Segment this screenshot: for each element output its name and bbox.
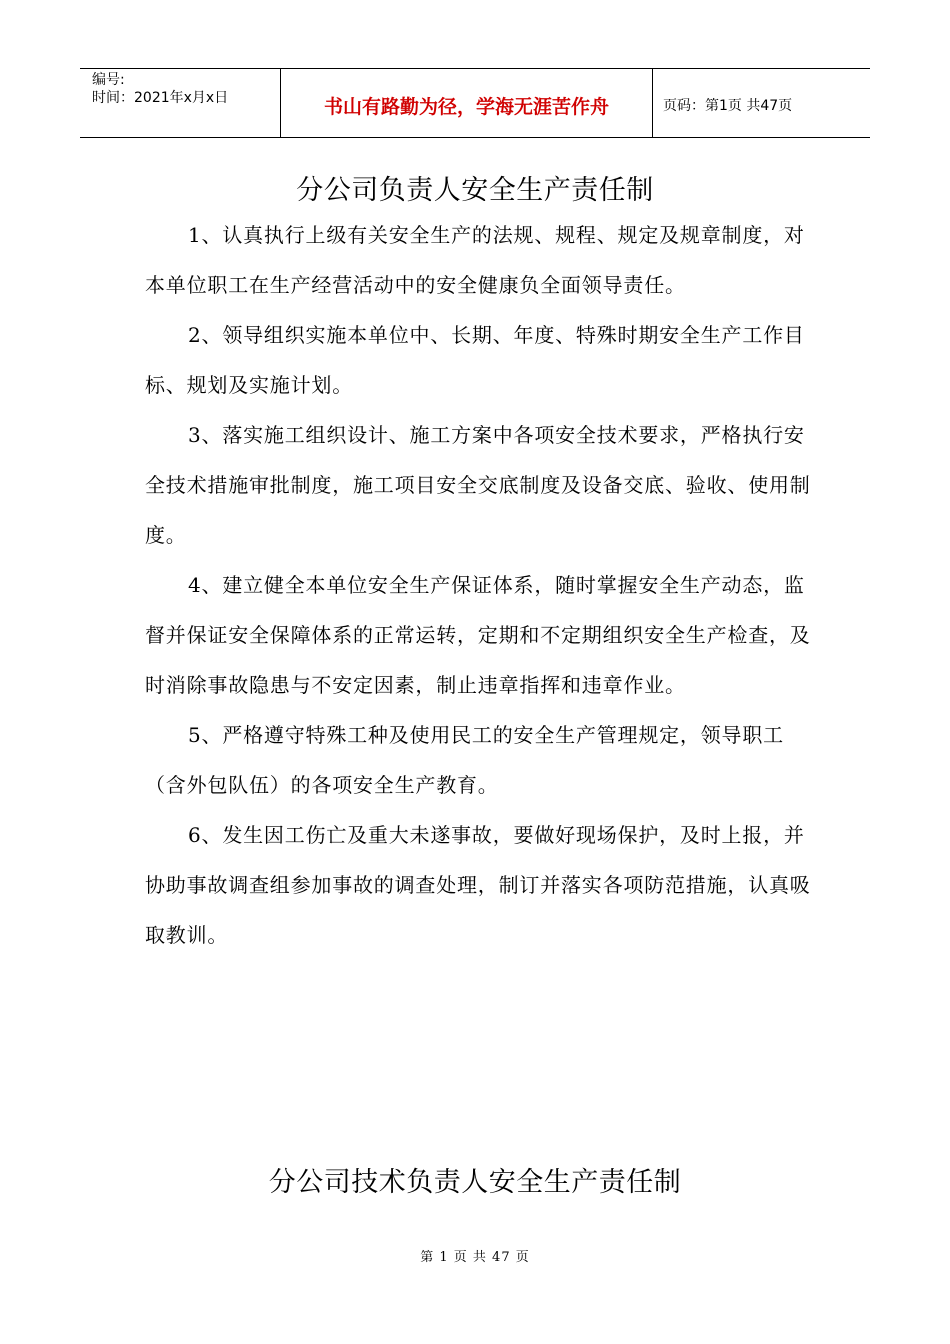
- page-footer: 第 1 页 共 47 页: [420, 1250, 530, 1265]
- paragraph-3: 3、落实施工组织设计、施工方案中各项安全技术要求，严格执行安全技术措施审批制度，施工项目安全交底制度及设备交底、验收、使用制度。: [145, 423, 811, 547]
- page-header: [80, 68, 870, 138]
- header-page-info: 页码：第1页 共47页: [663, 98, 793, 114]
- document-number-label: 编号:: [92, 72, 125, 88]
- paragraph-4: 4、建立健全本单位安全生产保证体系，随时掌握安全生产动态，监督并保证安全保障体系的正常运转，定期和不定期组织安全生产检查，及时消除事故隐患与不安定因素，制止违章指挥和违章作业。: [145, 573, 811, 697]
- section-title-1: 分公司负责人安全生产责任制: [296, 175, 654, 206]
- document-time-label: 时间：2021年x月x日: [92, 90, 229, 106]
- header-left-cell: [80, 69, 281, 137]
- paragraph-1: 1、认真执行上级有关安全生产的法规、规程、规定及规章制度，对本单位职工在生产经营活动中的安全健康负全面领导责任。: [145, 223, 805, 297]
- paragraph-2: 2、领导组织实施本单位中、长期、年度、特殊时期安全生产工作目标、规划及实施计划。: [145, 323, 805, 397]
- section-1-body: [145, 210, 825, 960]
- paragraph-6: 6、发生因工伤亡及重大未遂事故，要做好现场保护，及时上报，并协助事故调查组参加事故的调查处理，制订并落实各项防范措施，认真吸取教训。: [145, 823, 811, 947]
- header-motto: 书山有路勤为径，学海无涯苦作舟: [281, 69, 653, 137]
- paragraph-5: 5、严格遵守特殊工种及使用民工的安全生产管理规定，领导职工（含外包队伍）的各项安全生产教育。: [145, 723, 784, 797]
- section-title-2: 分公司技术负责人安全生产责任制: [268, 1167, 682, 1198]
